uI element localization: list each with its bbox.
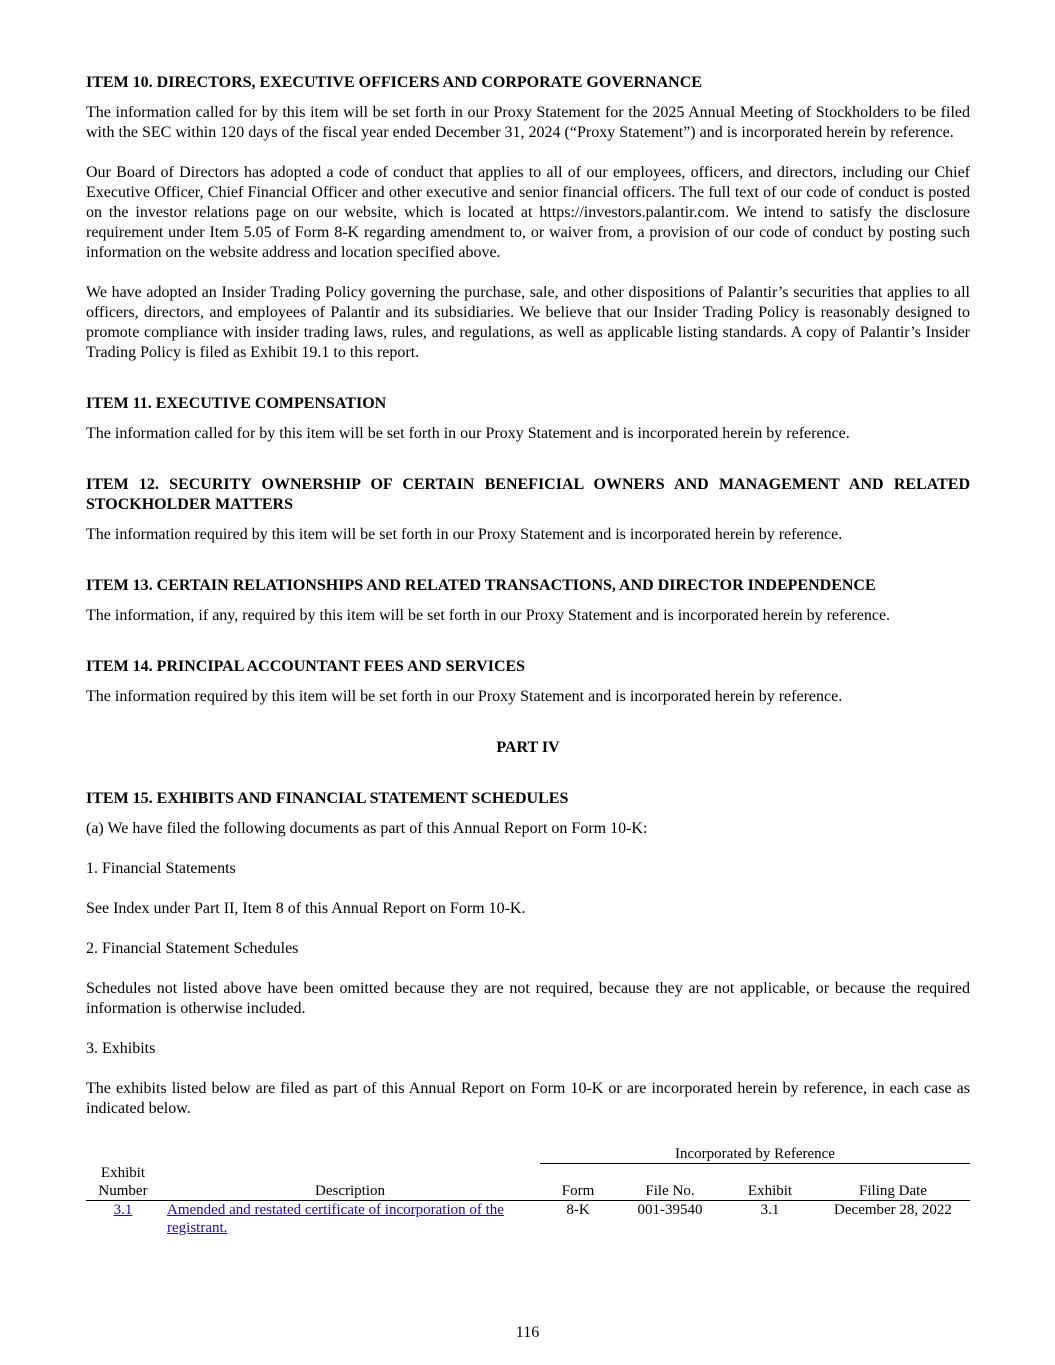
header-exhibit-number-line1: Exhibit: [100, 1164, 146, 1181]
item10-paragraph-1: The information called for by this item will be set forth in our Proxy Statement for the 2025 Annual Meeting of Stockholders to be filed with the SEC within 120 days of the fiscal year ended December 31, 2024 (“Proxy Statement”) and is incorporated herein by reference.: [86, 104, 970, 141]
item12-paragraph: The information required by this item will be set forth in our Proxy Statement and is incorporated herein by reference.: [86, 526, 843, 543]
cell-exhibit: 3.1: [760, 1201, 780, 1218]
item11-heading: ITEM 11. EXECUTIVE COMPENSATION: [86, 395, 387, 412]
exhibits-text: The exhibits listed below are filed as part of this Annual Report on Form 10-K or are incorporated herein by reference, in each case as indicated below.: [86, 1080, 970, 1117]
financial-statements-title: 1. Financial Statements: [86, 860, 236, 877]
item10-heading: ITEM 10. DIRECTORS, EXECUTIVE OFFICERS AND CORPORATE GOVERNANCE: [86, 74, 702, 91]
part-iv-title: PART IV: [496, 739, 560, 756]
item15-paragraph-a: (a) We have filed the following documents as part of this Annual Report on Form 10-K:: [86, 820, 648, 837]
table-row: [86, 1200, 970, 1237]
table-header-group-row: [86, 1145, 970, 1164]
page-content: [86, 73, 970, 1237]
incorporated-by-reference-label: Incorporated by Reference: [540, 1145, 970, 1164]
financial-schedules-title: 2. Financial Statement Schedules: [86, 940, 299, 957]
header-exhibit-number-line2: Number: [98, 1182, 148, 1199]
cell-form: 8-K: [566, 1201, 590, 1218]
item13-paragraph: The information, if any, required by this item will be set forth in our Proxy Statement and is incorporated herein by reference.: [86, 607, 891, 624]
item13-heading: ITEM 13. CERTAIN RELATIONSHIPS AND RELATED TRANSACTIONS, AND DIRECTOR INDEPENDENCE: [86, 577, 876, 594]
header-filing-date: Filing Date: [816, 1164, 970, 1201]
table-header-row: [86, 1164, 970, 1201]
header-exhibit-number: [86, 1164, 160, 1201]
header-description: Description: [160, 1164, 540, 1201]
header-form: Form: [540, 1164, 616, 1201]
cell-filing-date: December 28, 2022: [834, 1201, 952, 1218]
financial-statements-text: See Index under Part II, Item 8 of this Annual Report on Form 10-K.: [86, 900, 526, 917]
item12-heading: ITEM 12. SECURITY OWNERSHIP OF CERTAIN BENEFICIAL OWNERS AND MANAGEMENT AND RELATED STOCKHOLDER MATTERS: [86, 476, 970, 513]
item10-paragraph-3: We have adopted an Insider Trading Policy governing the purchase, sale, and other dispositions of Palantir’s securities that applies to all officers, directors, and employees of Palantir and its subsidiaries. We believe that our Insider Trading Policy is reasonably designed to promote compliance with insider trading laws, rules, and regulations, as well as applicable listing standards. A copy of Palantir’s Insider Trading Policy is filed as Exhibit 19.1 to this report.: [86, 284, 970, 361]
exhibits-title: 3. Exhibits: [86, 1040, 156, 1057]
page-number: 116: [515, 1324, 540, 1341]
exhibit-number-link[interactable]: 3.1: [113, 1201, 133, 1218]
item14-paragraph: The information required by this item will be set forth in our Proxy Statement and is incorporated herein by reference.: [86, 688, 843, 705]
header-exhibit: Exhibit: [724, 1164, 816, 1201]
item14-heading: ITEM 14. PRINCIPAL ACCOUNTANT FEES AND SERVICES: [86, 658, 526, 675]
item11-paragraph: The information called for by this item will be set forth in our Proxy Statement and is incorporated herein by reference.: [86, 425, 850, 442]
exhibits-table: [86, 1145, 970, 1237]
item10-paragraph-2: Our Board of Directors has adopted a code of conduct that applies to all of our employees, officers, and directors, including our Chief Executive Officer, Chief Financial Officer and other executive and senior financial officers. The full text of our code of conduct is posted on the investor relations page on our website, which is located at https://investors.palantir.com. We intend to satisfy the disclosure requirement under Item 5.05 of Form 8-K regarding amendment to, or waiver from, a provision of our code of conduct by posting such information on the website address and location specified above.: [86, 164, 970, 261]
financial-schedules-text: Schedules not listed above have been omitted because they are not required, because they are not applicable, or because the required information is otherwise included.: [86, 980, 970, 1017]
exhibit-description-link[interactable]: Amended and restated certificate of incorporation of the registrant.: [167, 1201, 504, 1236]
item15-heading: ITEM 15. EXHIBITS AND FINANCIAL STATEMENT SCHEDULES: [86, 790, 569, 807]
cell-file-no: 001-39540: [637, 1201, 703, 1218]
header-file-no: File No.: [616, 1164, 724, 1201]
